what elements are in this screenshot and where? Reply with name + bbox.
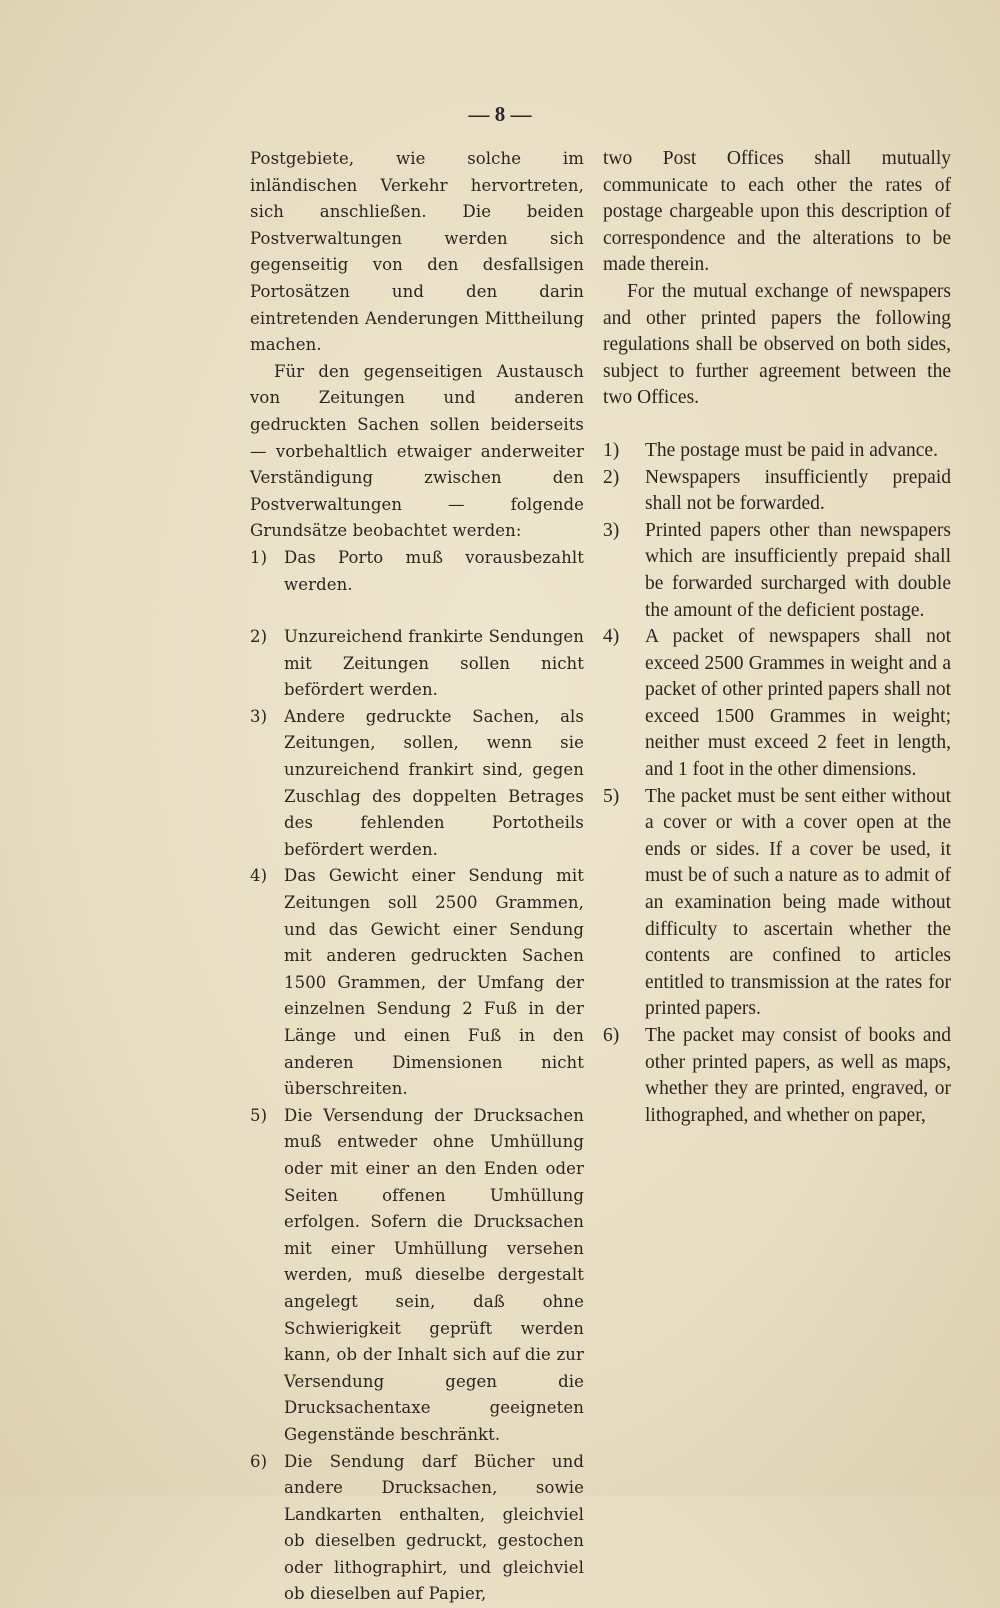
english-item-text: The packet must be sent either without a cover or with a cover open at the ends or sides. If a cover be used, it must be of such a nature as to admit of an examination being made without difficulty to ascertain whether the contents are confined to articles entitled to transmission at the rates for printed papers.: [645, 784, 951, 1023]
english-item-number: 1): [603, 438, 645, 465]
english-item-2: [603, 465, 951, 518]
english-item-text: The postage must be paid in advance.: [645, 438, 951, 465]
german-paragraph-1: Postgebiete, wie solche im inländischen Verkehr hervortreten, sich anschließen. Die beiden Postverwaltungen werden sich gegenseitig von den desfallsigen Portosätzen und den darin eintretenden Aenderungen Mittheilung machen.: [250, 146, 584, 359]
english-item-text: Printed papers other than newspapers which are insufficiently prepaid shall be forwarded surcharged with double the amount of the deficient postage.: [645, 518, 951, 624]
english-item-number: 6): [603, 1023, 645, 1129]
german-item-number: 4): [250, 863, 284, 1102]
german-item-text: Die Sendung darf Bücher und andere Drucksachen, sowie Landkarten enthalten, gleichviel ob dieselben gedruckt, gestochen oder lithographirt, und gleichviel ob dieselben auf Papier,: [284, 1449, 584, 1608]
english-item-3: [603, 518, 951, 624]
german-item-text: Die Versendung der Drucksachen muß entweder ohne Umhüllung oder mit einer an den Enden oder Seiten offenen Umhüllung erfolgen. Sofern die Drucksachen mit einer Umhüllung versehen werden, muß dieselbe dergestalt angelegt sein, daß ohne Schwierigkeit geprüft werden kann, ob der Inhalt sich auf die zur Versendung gegen die Drucksachentaxe geeigneten Gegenstände beschränkt.: [284, 1103, 584, 1449]
english-item-number: 3): [603, 518, 645, 624]
english-column: [603, 146, 951, 1129]
english-item-number: 4): [603, 624, 645, 784]
german-item-number: 2): [250, 624, 284, 704]
german-item-number: 6): [250, 1449, 284, 1608]
english-item-text: A packet of newspapers shall not exceed 2500 Grammes in weight and a packet of other printed papers shall not exceed 1500 Grammes in weight; neither must exceed 2 feet in length, and 1 foot in the other dimensions.: [645, 624, 951, 784]
english-item-1: [603, 438, 951, 465]
english-paragraph-1: two Post Offices shall mutually communicate to each other the rates of postage chargeable upon this description of correspondence and the alterations to be made therein.: [603, 146, 951, 279]
german-item-text: Andere gedruckte Sachen, als Zeitungen, sollen, wenn sie unzureichend frankirt sind, gegen Zuschlag des doppelten Betrages des fehlenden Portotheils befördert werden.: [284, 704, 584, 864]
english-item-5: [603, 784, 951, 1023]
english-item-6: [603, 1023, 951, 1129]
german-item-text: Das Porto muß vorausbezahlt werden.: [284, 545, 584, 598]
english-item-text: The packet may consist of books and other printed papers, as well as maps, whether they are printed, engraved, or lithographed, and whether on paper,: [645, 1023, 951, 1129]
german-item-4: [250, 863, 584, 1102]
german-paragraph-2: Für den gegenseitigen Austausch von Zeitungen und anderen gedruckten Sachen sollen beiderseits — vorbehaltlich etwaiger anderweiter Verständigung zwischen den Postverwaltungen — folgende Grundsätze beobachtet werden:: [250, 359, 584, 545]
page-number: — 8 —: [0, 102, 1000, 127]
german-item-text: Unzureichend frankirte Sendungen mit Zeitungen sollen nicht befördert werden.: [284, 624, 584, 704]
english-item-number: 5): [603, 784, 645, 1023]
german-item-2: [250, 624, 584, 704]
english-item-text: Newspapers insufficiently prepaid shall not be forwarded.: [645, 465, 951, 518]
german-item-3: [250, 704, 584, 864]
german-item-text: Das Gewicht einer Sendung mit Zeitungen soll 2500 Grammen, und das Gewicht einer Sendung mit anderen gedruckten Sachen 1500 Grammen, der Umfang der einzelnen Sendung 2 Fuß in der Länge und einen Fuß in den anderen Dimensionen nicht überschreiten.: [284, 863, 584, 1102]
german-item-1: [250, 545, 584, 598]
german-column: [250, 146, 584, 1608]
german-item-number: 1): [250, 545, 284, 598]
english-paragraph-2: For the mutual exchange of newspapers and other printed papers the following regulations shall be observed on both sides, subject to further agreement between the two Offices.: [603, 279, 951, 412]
german-item-number: 3): [250, 704, 284, 864]
german-item-5: [250, 1103, 584, 1449]
german-item-6: [250, 1449, 584, 1608]
english-item-4: [603, 624, 951, 784]
english-item-number: 2): [603, 465, 645, 518]
german-item-number: 5): [250, 1103, 284, 1449]
